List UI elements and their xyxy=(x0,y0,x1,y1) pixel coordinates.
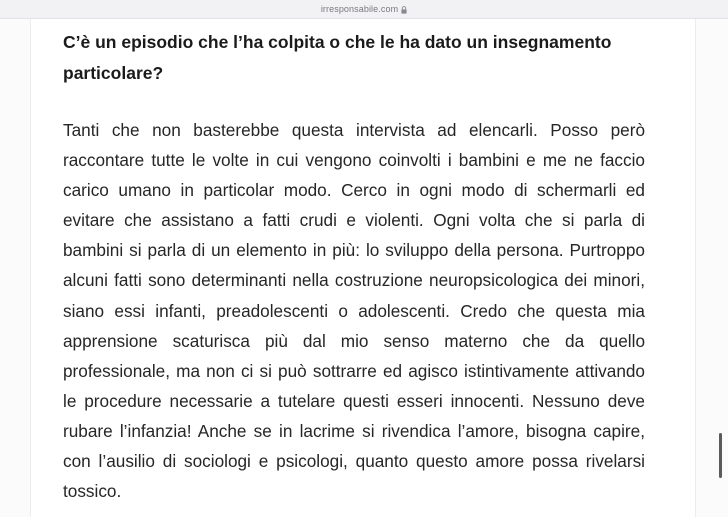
right-margin xyxy=(695,19,728,517)
interview-answer: Tanti che non basterebbe questa intervista ad elencarli. Posso però raccontare tutte le volte in cui vengono coinvolti i bambini e me ne faccio carico umano in particolar modo. Cerco in ogni modo di schermarli ed evitare che assistano a fatti crudi e violenti. Ogni volta che si parla di bambini si parla di un elemento in più: lo sviluppo della persona. Purtroppo alcuni fatti sono determinanti nella costruzione neuropsicologica dei minori, siano essi infanti, preadolescenti o adolescenti. Credo che questa mia apprensione scaturisca più dal mio senso materno che da quello professionale, ma non ci si può sottrarre ed agisco istintivamente attivando le procedure necessarie a tutelare questi esseri innocenti. Nessuno deve rubare l’infanzia! Anche se in lacrime si rivendica l’amore, bisogna capire, con l’ausilio di sociologi e psicologi, quanto questo amore possa rivelarsi tossico. xyxy=(63,120,645,502)
address-bar[interactable] xyxy=(0,0,728,19)
lock-icon xyxy=(401,6,407,14)
left-margin xyxy=(0,19,30,517)
interview-question: C’è un episodio che l’ha colpita o che le ha dato un insegnamento particolare? xyxy=(63,32,612,83)
url-text[interactable]: irresponsabile.com xyxy=(320,4,399,14)
scrollbar-thumb[interactable] xyxy=(719,433,722,478)
article-page xyxy=(30,19,696,517)
